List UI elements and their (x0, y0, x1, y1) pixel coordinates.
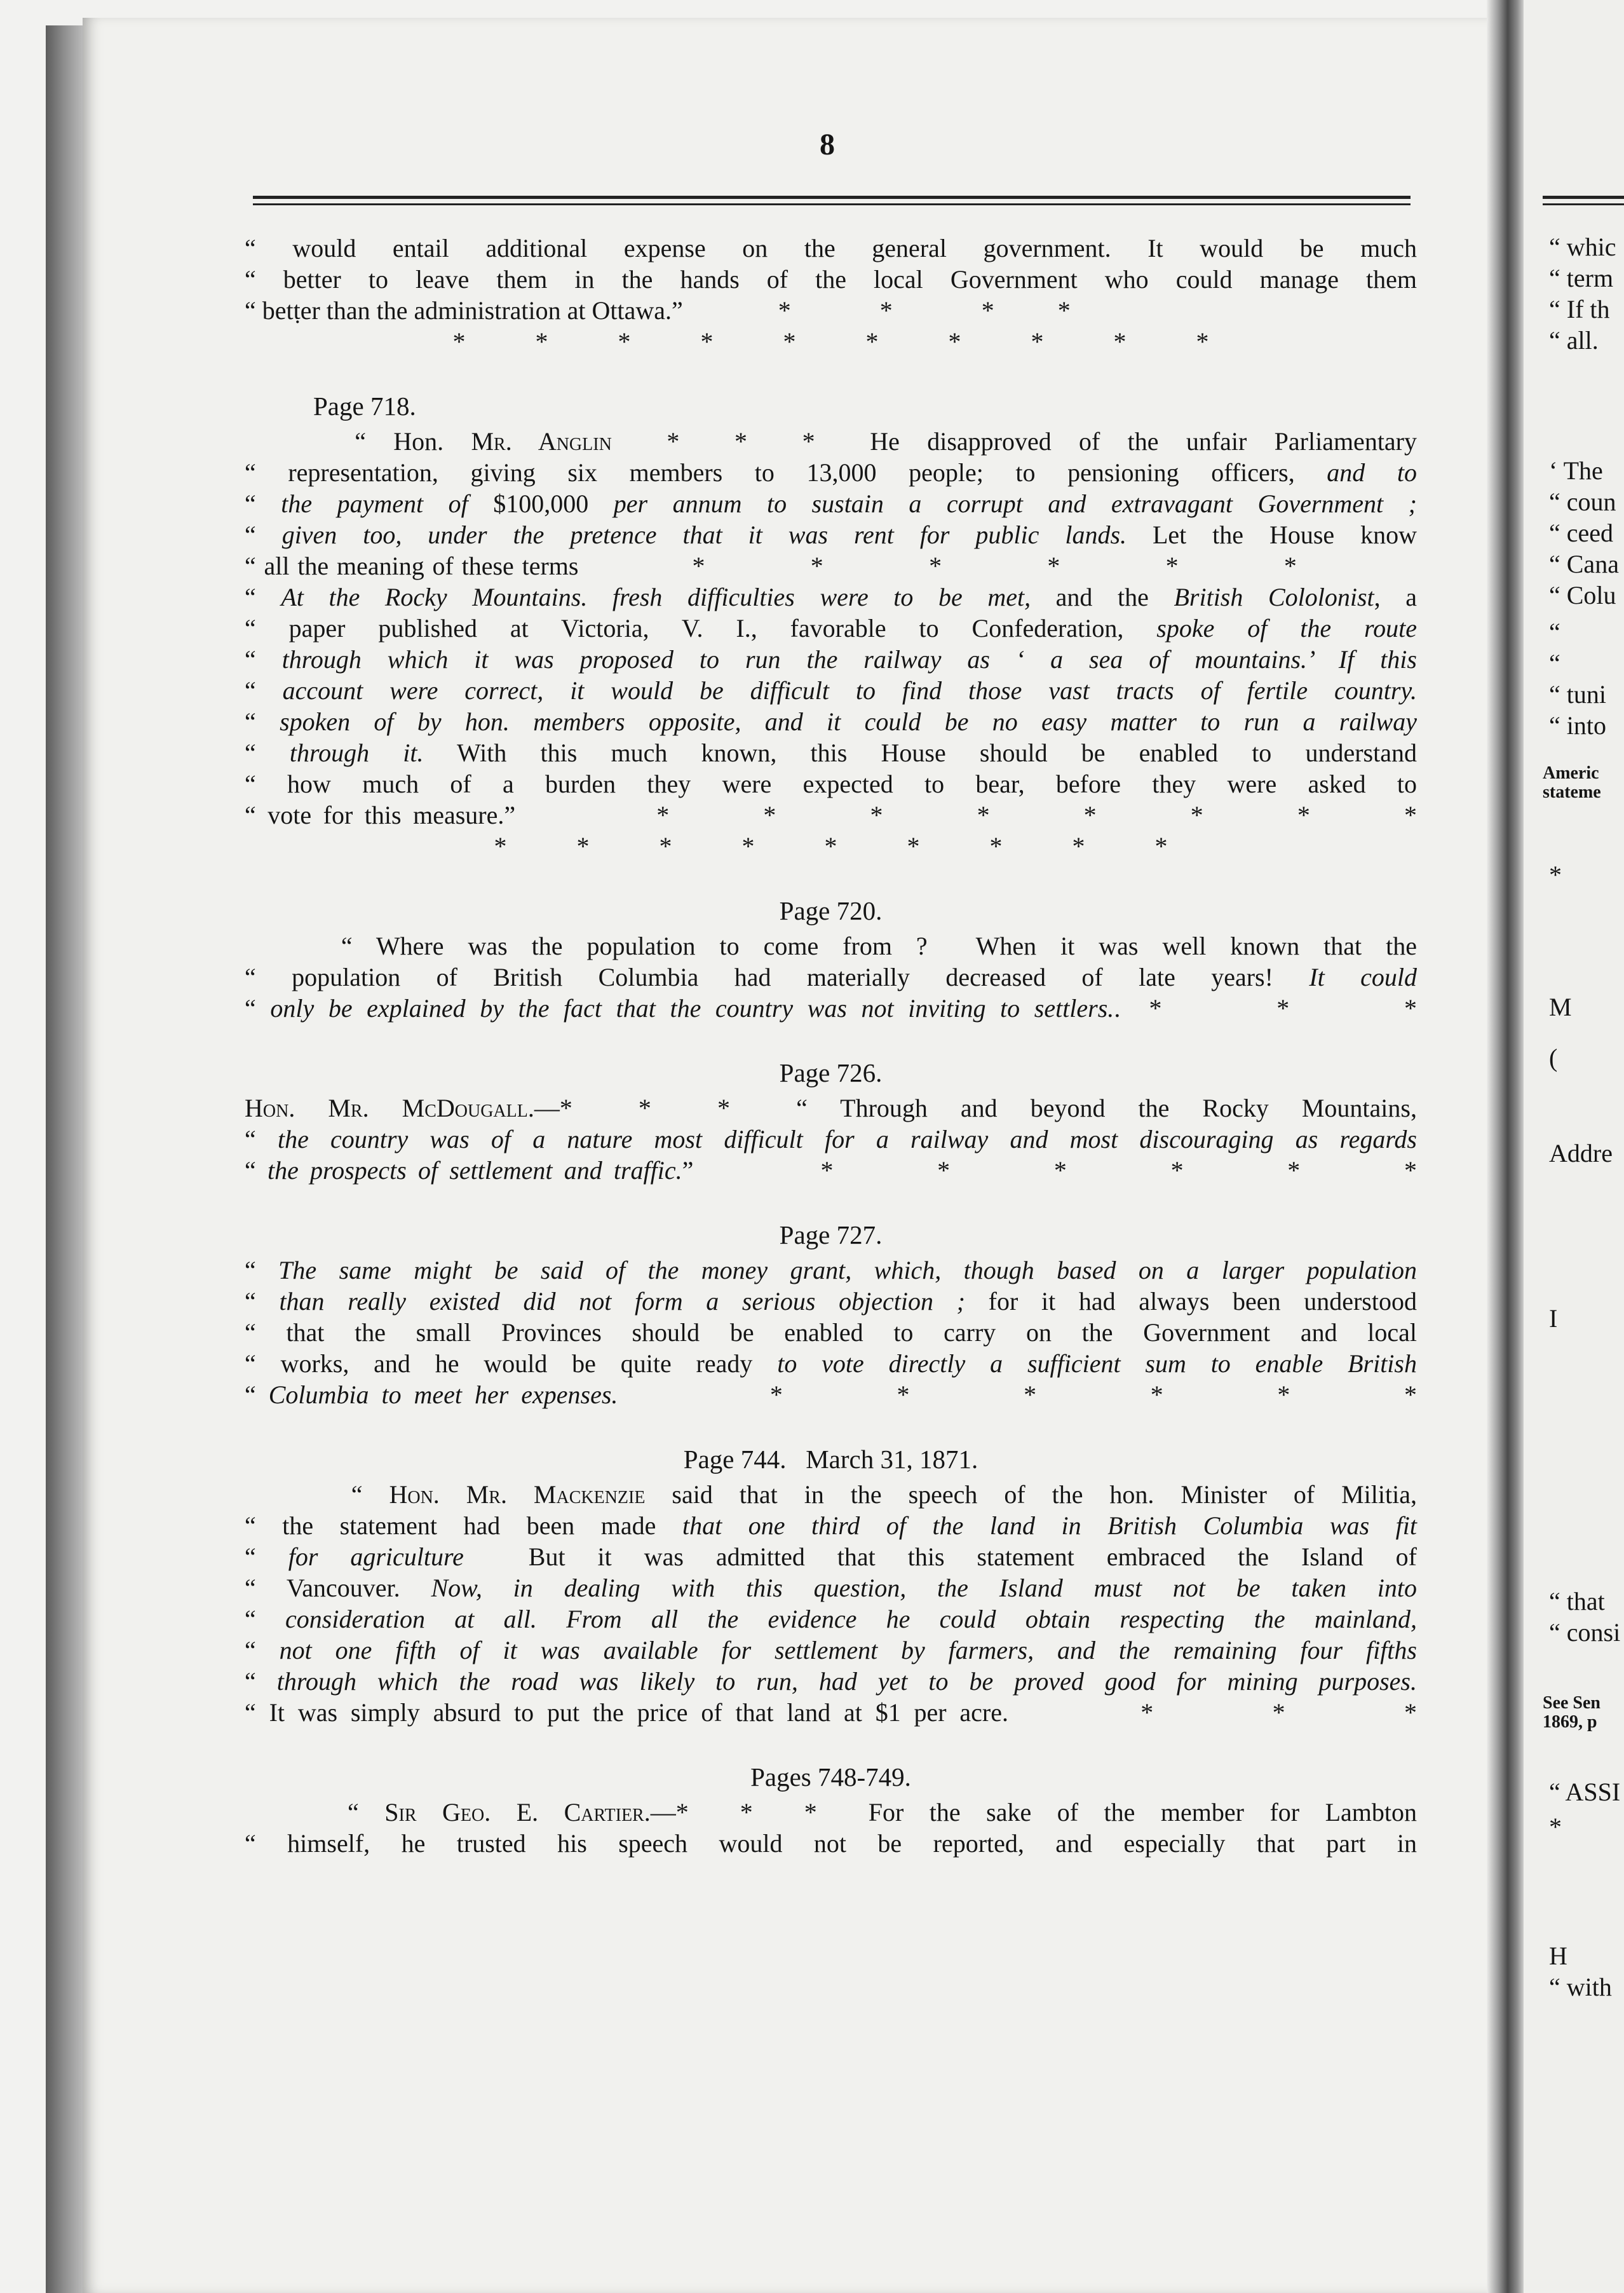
facing-text-fragment: “ that (1549, 1587, 1605, 1616)
text-line: “ population of British Columbia had materially decreased of late years! It could (245, 963, 1417, 991)
facing-text-fragment: ( (1549, 1044, 1558, 1072)
page-gutter (1487, 0, 1525, 2293)
facing-text-fragment: “ into (1549, 711, 1606, 740)
text-line: “ It was simply absurd to put the price of that land at $1 per acre. * * * (245, 1698, 1417, 1727)
facing-text-fragment: “ whic (1549, 233, 1616, 261)
text-line: “ Hon. Mr. Anglin * * * He disapproved of the unfair Parliamentary (245, 427, 1418, 456)
text-line: “ account were correct, it would be difficult to find those vast tracts of fertile country. (245, 676, 1417, 705)
text-line: “ the payment of $100,000 per annum to sustain a corrupt and extravagant Government ; (245, 489, 1417, 518)
section-heading: Page 744. March 31, 1871. (683, 1445, 978, 1474)
text-line: “ Columbia to meet her expenses. * * * * * * (245, 1380, 1417, 1409)
text-line: “ works, and he would be quite ready to vote directly a sufficient sum to enable British (245, 1349, 1417, 1378)
facing-text-fragment: “ Colu (1549, 581, 1616, 609)
section-heading: Pages 748-749. (750, 1762, 911, 1792)
text-line: “ At the Rocky Mountains. fresh difficulties were to be met, and the British Cololonist, a (245, 583, 1418, 611)
facing-text-fragment: * (1549, 1813, 1562, 1841)
facing-page (1524, 0, 1624, 2293)
header-rule-top (253, 196, 1411, 199)
facing-note-fragment: 1869, p (1543, 1712, 1597, 1732)
section-gap (245, 862, 1417, 895)
facing-text-fragment: “ term (1549, 264, 1614, 292)
facing-text-fragment: ‘ The (1549, 456, 1603, 485)
facing-text-fragment: “ coun (1549, 487, 1616, 516)
facing-text-fragment: “ ASSI (1549, 1778, 1621, 1806)
facing-text-fragment: “ If th (1549, 295, 1610, 323)
text-line: “ only be explained by the fact that the country was not inviting to settlers.. * * * (245, 994, 1418, 1023)
facing-note-fragment: Americ (1543, 763, 1599, 783)
facing-note-fragment: See Sen (1543, 1693, 1600, 1713)
text-line: “ better to leave them in the hands of the local Government who could manage them (245, 265, 1417, 294)
facing-text-fragment: “ (1549, 649, 1560, 677)
text-line: “ paper published at Victoria, V. I., favorable to Confederation, spoke of the route (245, 614, 1417, 643)
facing-text-fragment: “ all. (1549, 326, 1599, 355)
facing-text-fragment: * (1549, 861, 1562, 889)
text-line: * * * * * * * * * * (452, 327, 1209, 356)
text-line: “ that the small Provinces should be enabled to carry on the Government and local (245, 1318, 1417, 1347)
text-line: “ vote for this measure.” * * * * * * * * (245, 801, 1417, 829)
section-gap (245, 357, 1417, 391)
facing-text-fragment: Addre (1549, 1139, 1613, 1167)
text-line: “ how much of a burden they were expected to bear, before they were asked to (245, 770, 1417, 798)
page-number: 8 (820, 128, 835, 161)
text-line: “ Vancouver. Now, in dealing with this question, the Island must not be taken into (245, 1574, 1417, 1602)
section-gap (245, 1024, 1417, 1058)
text-line: “ Hon. Mr. Mackenzie said that in the speech of the hon. Minister of Militia, (245, 1480, 1417, 1509)
text-line: “ representation, giving six members to 13,000 people; to pensioning officers, and to (245, 458, 1417, 487)
text-line: * * * * * * * * * (494, 832, 1168, 861)
section-heading: Page 720. (779, 896, 883, 925)
facing-text-fragment: I (1549, 1304, 1558, 1333)
facing-text-fragment: M (1549, 993, 1572, 1021)
text-line: “ the country was of a nature most difficult for a railway and most discouraging as regards (245, 1125, 1418, 1153)
facing-text-fragment: “ with (1549, 1973, 1612, 2001)
page-body (245, 233, 1417, 1859)
section-heading: Page 718. (313, 391, 416, 421)
facing-text-fragment: “ Cana (1549, 550, 1619, 578)
text-line: “ Where was the population to come from ? When it was well known that the (245, 932, 1417, 960)
facing-text-fragment: H (1549, 1942, 1567, 1970)
text-line: “ betṭer than the administration at Ottawa.” * * * * (245, 296, 1071, 325)
text-line: “ The same might be said of the money grant, which, though based on a larger population (245, 1256, 1417, 1284)
facing-text-fragment: “ ceed (1549, 519, 1614, 547)
text-line: “ not one fifth of it was available for settlement by farmers, and the remaining four fifths (245, 1636, 1417, 1664)
text-line: “ than really existed did not form a serious objection ; for it had always been understood (245, 1287, 1417, 1316)
text-line: “ through which it was proposed to run the railway as ‘ a sea of mountains.’ If this (245, 645, 1417, 674)
section-gap (245, 1728, 1417, 1762)
text-line: “ through it. With this much known, this House should be enabled to understand (245, 738, 1417, 767)
text-line: “ Sir Geo. E. Cartier.—* * * For the sake of the member for Lambton (245, 1798, 1417, 1827)
facing-header-rule-2 (1543, 203, 1624, 205)
text-line: “ spoken of by hon. members opposite, and it could be no easy matter to run a railway (245, 707, 1417, 736)
text-line: “ given too, under the pretence that it was rent for public lands. Let the House know (245, 521, 1417, 549)
section-gap (245, 1186, 1417, 1220)
text-line: “ himself, he trusted his speech would not be reported, and especially that part in (245, 1829, 1417, 1858)
facing-text-fragment: “ (1549, 618, 1560, 646)
facing-note-fragment: stateme (1543, 782, 1601, 802)
section-heading: Page 726. (779, 1058, 883, 1087)
text-line: Hon. Mr. McDougall.—* * * “ Through and beyond the Rocky Mountains, (245, 1094, 1417, 1122)
facing-text-fragment: “ tuni (1549, 680, 1606, 709)
header-rule-bottom (253, 203, 1411, 205)
text-line: “ the statement had been made that one third of the land in British Columbia was fit (245, 1511, 1417, 1540)
text-line: “ the prospects of settlement and traffic.” * * * * * * (245, 1156, 1417, 1185)
section-heading: Page 727. (779, 1220, 883, 1249)
text-line: “ would entail additional expense on the general government. It would be much (245, 234, 1417, 262)
facing-text-fragment: “ consi (1549, 1618, 1621, 1647)
text-line: “ consideration at all. From all the evidence he could obtain respecting the mainland, (245, 1605, 1417, 1633)
text-line: “ through which the road was likely to run, had yet to be proved good for mining purposes. (245, 1667, 1417, 1696)
section-gap (245, 1410, 1417, 1444)
text-line: “ all the meaning of these terms * * * * * * (245, 552, 1417, 580)
facing-header-rule (1543, 196, 1624, 199)
text-line: “ for agriculture But it was admitted that this statement embraced the Island of (245, 1542, 1417, 1571)
